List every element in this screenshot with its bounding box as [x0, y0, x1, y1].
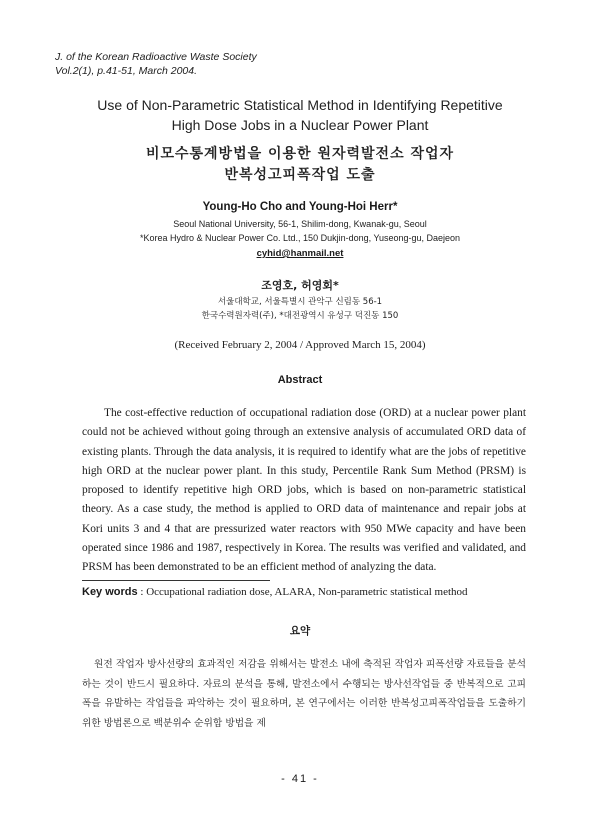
- affiliations-english: [0, 217, 600, 245]
- affiliation-korean-1: 서울대학교, 서울특별시 관악구 신림동 56-1: [217, 297, 383, 307]
- abstract-heading: Abstract: [277, 374, 323, 386]
- author-email[interactable]: cyhid@hanmail.net: [256, 248, 344, 259]
- authors-english: Young-Ho Cho and Young-Hoi Herr*: [202, 201, 398, 213]
- keywords-label: Key words: [82, 586, 138, 598]
- title-korean-line1: 비모수통계방법을 이용한 원자력발전소 작업자: [145, 146, 455, 162]
- title-english-line2: High Dose Jobs in a Nuclear Power Plant: [171, 117, 429, 133]
- journal-name: J. of the Korean Radioactive Waste Society: [55, 51, 257, 63]
- received-approved-dates: (Received February 2, 2004 / Approved March 15, 2004): [174, 339, 426, 351]
- title-korean-line2: 반복성고피폭작업 도출: [224, 167, 376, 183]
- journal-citation: [55, 50, 475, 78]
- korean-abstract-body: 원전 작업자 방사선량의 효과적인 저감을 위해서는 발전소 내에 축적된 작업자 피폭선량 자료들을 분석하는 것이 반드시 필요하다. 자료의 분석을 통해, 발전소에서 수행되는 방사선작업들 중 반복적으로 고피폭을 유발하는 작업들을 파악하는 것이 필요하며, 본 연구에서는 이러한 반복성고피폭작업들을 도출하기 위한 방법론으로 백분위수 순위합 방법을 제: [82, 659, 526, 729]
- title-english: [0, 95, 600, 135]
- affiliation-english-1: Seoul National University, 56-1, Shilim-dong, Kwanak-gu, Seoul: [173, 219, 427, 229]
- title-english-line1: Use of Non-Parametric Statistical Method in Identifying Repetitive: [97, 97, 503, 113]
- journal-volume: Vol.2(1), p.41-51, March 2004.: [55, 65, 198, 77]
- affiliation-english-2: *Korea Hydro & Nuclear Power Co. Ltd., 150 Dukjin-dong, Yuseong-gu, Daejeon: [139, 233, 461, 243]
- page-number: - 41 -: [281, 773, 319, 785]
- authors-korean: 조영호, 허영회*: [261, 279, 339, 292]
- keywords-divider: [82, 580, 270, 581]
- abstract-body: The cost-effective reduction of occupational radiation dose (ORD) at a nuclear power plant could not be achieved without going through an extensive analysis of accumulated ORD data of existing plants. Through the data analysis, it is required to identify what are the jobs of repetitive high ORD at the nuclear power plant. In this study, Percentile Rank Sum Method (PRSM) is proposed to identify repetitive high ORD jobs, which is based on non-parametric statistical theory. As a case study, the method is applied to ORD data of maintenance and repair jobs at Kori units 3 and 4 that are pressurized water reactors with 950 MWe capacity and have been operated since 1986 and 1987, respectively in Korea. The results was verified and validated, and PRSM has been demonstrated to be an efficient method of analyzing the data.: [82, 407, 526, 574]
- keywords-text: : Occupational radiation dose, ALARA, Non-parametric statistical method: [137, 586, 468, 598]
- korean-abstract-heading: 요약: [289, 625, 311, 637]
- title-korean: [0, 144, 600, 186]
- affiliations-korean: [0, 295, 600, 323]
- keywords: [82, 585, 526, 600]
- affiliation-korean-2: 한국수력원자력(주), *대전광역시 유성구 덕진동 150: [201, 311, 399, 321]
